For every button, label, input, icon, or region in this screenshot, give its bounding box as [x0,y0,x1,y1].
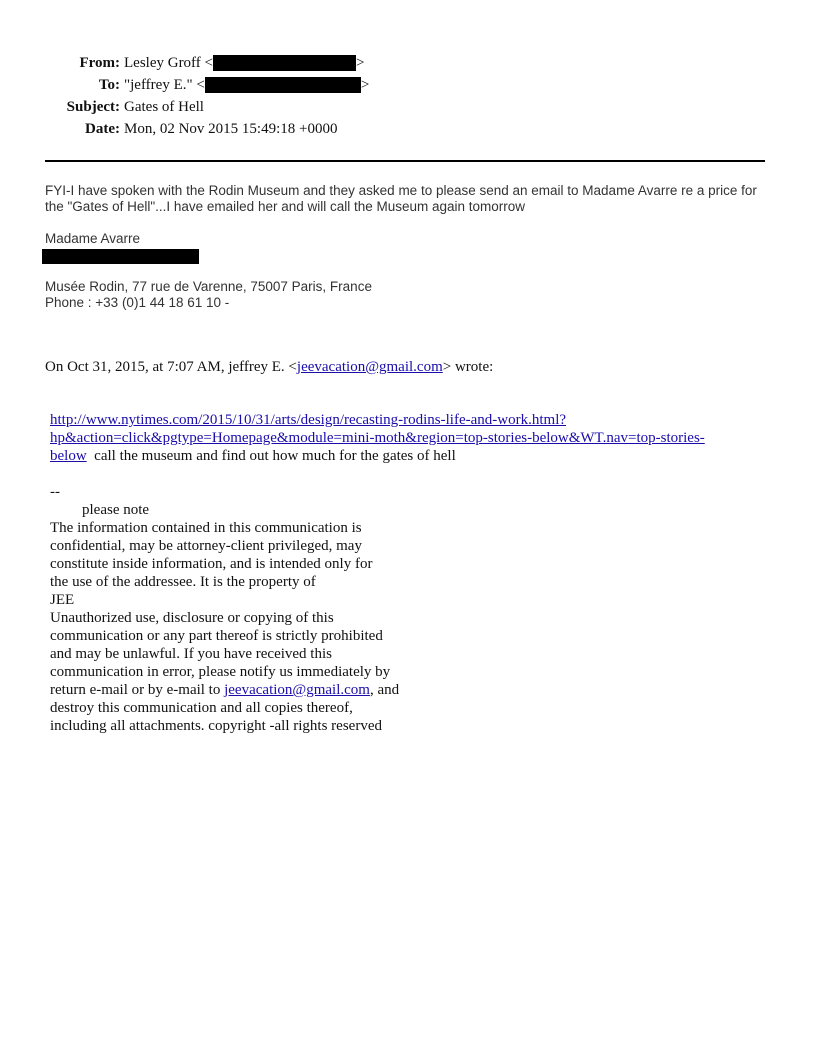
attribution-prefix: On Oct 31, 2015, at 7:07 AM, jeffrey E. < [45,359,297,375]
to-label: To: [98,77,120,93]
phone-line: Phone : +33 (0)1 44 18 61 10 - [45,295,230,310]
disclaimer-line: constitute inside information, and is intended only for [50,556,373,572]
subject-label: Subject: [66,99,120,115]
quoted-message [50,411,770,465]
nytimes-link-line3[interactable]: below [50,448,87,464]
disclaimer-line: including all attachments. copyright -all rights reserved [50,718,382,734]
subject-value: Gates of Hell [124,99,204,115]
date-value: Mon, 02 Nov 2015 15:49:18 +0000 [124,121,338,137]
header-divider [45,160,765,162]
to-name: "jeffrey E." < [124,77,205,93]
to-close: > [360,77,370,93]
fyi-paragraph: FYI-I have spoken with the Rodin Museum and they asked me to please send an email to Madame Avarre re a price for the "Gates of Hell"...I have emailed her and will call the Museum again tomorrow [45,183,757,214]
disclaimer-line-suffix: , and [369,682,400,698]
disclaimer-line: the use of the addressee. It is the property of [50,574,316,590]
disclaimer-line-prefix: return e-mail or by e-mail to [50,682,225,698]
redacted-contact-info [42,249,199,264]
nytimes-link-line1[interactable]: http://www.nytimes.com/2015/10/31/arts/design/recasting-rodins-life-and-work.html? [50,412,567,428]
date-label: Date: [85,121,120,137]
disclaimer-line [50,681,470,699]
attribution-email-link[interactable]: jeevacation@gmail.com [296,359,443,375]
disclaimer-line: JEE [50,592,75,608]
disclaimer-line: Unauthorized use, disclosure or copying of this [50,610,334,626]
please-note: please note [82,502,150,518]
signature-block [50,483,470,735]
from-close: > [356,55,365,71]
from-name: Lesley Groff < [124,55,213,71]
disclaimer-line: communication in error, please notify us immediately by [50,664,391,680]
to-value [124,74,369,96]
redacted-from-email [213,55,356,71]
address-line: Musée Rodin, 77 rue de Varenne, 75007 Paris, France [45,279,372,294]
attribution-suffix: > wrote: [442,359,494,375]
email-header [0,52,816,140]
redacted-to-email [205,77,361,93]
from-label: From: [79,55,120,71]
disclaimer-line: communication or any part thereof is strictly prohibited [50,628,383,644]
contact-address [45,279,372,311]
from-row [0,52,816,74]
disclaimer-line: and may be unlawful. If you have received this [50,646,332,662]
from-value [124,52,364,74]
disclaimer-line: The information contained in this communication is [50,520,362,536]
nytimes-link-line2[interactable]: hp&action=click&pgtype=Homepage&module=mini-moth&region=top-stories-below&WT.nav=top-stories- [50,430,705,446]
to-row [0,74,816,96]
disclaimer-email-link[interactable]: jeevacation@gmail.com [224,682,370,698]
contact-name: Madame Avarre [45,231,141,246]
signature-dashes: -- [50,484,60,500]
quoted-request-text: call the museum and find out how much for the gates of hell [94,448,456,464]
subject-row [0,96,816,118]
date-row [0,118,816,140]
disclaimer-line: confidential, may be attorney-client privileged, may [50,538,362,554]
quote-attribution [45,358,493,376]
disclaimer-line: destroy this communication and all copies thereof, [50,700,353,716]
